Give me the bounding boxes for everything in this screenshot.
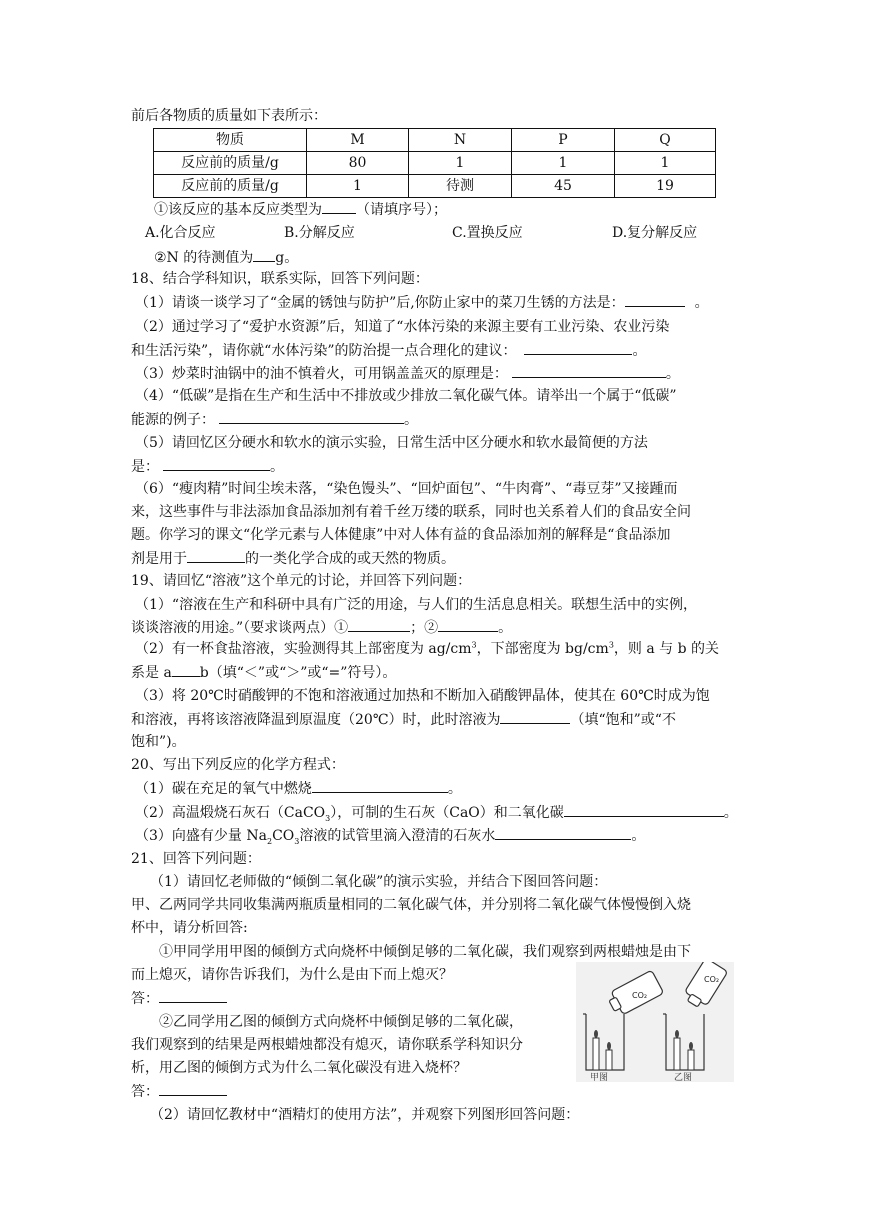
- q17-part2: [154, 246, 298, 269]
- q18-p3-text: （3）炒菜时油锅中的油不慎着火，可用锅盖盖灭的原理是：: [135, 366, 508, 382]
- q21-title: 21、回答下列问题：: [131, 851, 261, 867]
- q21-a-line2: 而上熄灭，请你告诉我们，为什么是由下而上熄灭？: [131, 967, 453, 983]
- q17-option-c: C.置换反应: [452, 225, 523, 241]
- table-row: [154, 152, 716, 175]
- answer-blank[interactable]: [163, 455, 270, 471]
- q19-p1-sep: ；②: [410, 620, 439, 636]
- q18-p4-line2: [131, 408, 418, 431]
- q20-p1-end: 。: [447, 781, 462, 797]
- q18-p2-end: 。: [632, 343, 647, 359]
- q18-p4-line1: （4）“低碳”是指在生产和生活中不排放或少排放二氧化碳气体。请举出一个属于“低碳”: [135, 388, 677, 404]
- q18-p2-line1: （2）通过学习了“爱护水资源”后，知道了“水体污染的来源主要有工业污染、农业污染: [135, 319, 670, 335]
- table-cell: 待测: [409, 175, 512, 198]
- q19-p2-line2: [131, 661, 396, 684]
- q21-b-line1: ②乙同学用乙图的倾倒方式向烧杯中倾倒足够的二氧化碳，: [159, 1014, 523, 1030]
- q17-option-b: B.分解反应: [284, 225, 355, 241]
- q18-p1-end: 。: [694, 295, 709, 311]
- answer-blank[interactable]: [495, 824, 631, 840]
- table-row: [154, 129, 716, 152]
- q18-title: 18、结合学科知识，联系实际，回答下列问题：: [131, 271, 429, 287]
- q20-p3-text-b: 溶液的试管里滴入澄清的石灰水: [299, 828, 496, 844]
- answer-blank[interactable]: [348, 616, 410, 632]
- q18-p6-line4: [131, 547, 455, 570]
- q18-p6-line2: 来，这些事件与非法添加食品添加剂有着千丝万缕的联系，同时也关系着人们的食品安全问: [131, 504, 691, 520]
- q20-p1: [135, 777, 462, 800]
- q18-p6-text-end: 的一类化学合成的或天然的物质。: [245, 551, 455, 567]
- q20-p2-text: （2）高温煅烧石灰石（CaCO: [135, 805, 326, 821]
- q21-p2-line2: 杯中，请分析回答:: [131, 920, 248, 936]
- q19-p1-line1: （1）“溶液在生产和科研中具有广泛的用途，与人们的生活息息相关。联想生活中的实例，: [135, 597, 698, 613]
- q19-p2-text-c: ，则 a 与 b 的关: [613, 641, 720, 657]
- q17-part2-text: ②N 的待测值为: [154, 250, 254, 266]
- q19-p3-line2: [131, 708, 676, 731]
- q19-p2-text-b: ，下部密度为 bg/cm: [476, 641, 609, 657]
- answer-label: 答：: [131, 991, 159, 1007]
- q20-p1-text: （1）碳在充足的氧气中燃烧: [135, 781, 312, 797]
- answer-blank[interactable]: [322, 198, 356, 214]
- bottle-right: [681, 962, 727, 1011]
- table-cell: 45: [512, 175, 615, 198]
- q18-p1: [135, 291, 709, 314]
- table-cell: 1: [615, 152, 716, 175]
- table-cell: N: [409, 129, 512, 152]
- answer-blank[interactable]: [438, 616, 498, 632]
- q19-title: 19、请回忆“溶液”这个单元的讨论，并回答下列问题：: [131, 573, 472, 589]
- table-cell: 19: [615, 175, 716, 198]
- table-cell: 1: [409, 152, 512, 175]
- answer-blank[interactable]: [524, 339, 632, 355]
- co2-label-right: CO₂: [704, 975, 720, 984]
- q18-p3-end: 。: [665, 366, 680, 382]
- q17-part1: [154, 198, 447, 221]
- q20-p3: [135, 824, 645, 847]
- q20-title: 20、写出下列反应的化学方程式：: [131, 757, 345, 773]
- q17-option-d: D.复分解反应: [612, 225, 698, 241]
- intro-text: 前后各物质的质量如下表所示：: [131, 108, 327, 124]
- q21-answer2: [131, 1080, 227, 1103]
- subscript: 2: [266, 836, 273, 846]
- q20-p2-end: 。: [723, 805, 738, 821]
- q19-p3-text-b: （填“饱和”或“不: [570, 712, 676, 728]
- q21-b-line2: 我们观察到的结果是两根蜡烛都没有熄灭，请你联系学科知识分: [131, 1037, 523, 1053]
- q18-p1-text: （1）请谈一谈学习了“金属的锈蚀与防护”后,你防止家中的菜刀生锈的方法是：: [135, 295, 625, 311]
- q18-p5-line1: （5）请回忆区分硬水和软水的演示实验，日常生活中区分硬水和软水最简便的方法: [135, 435, 648, 451]
- answer-blank[interactable]: [564, 801, 724, 817]
- answer-blank[interactable]: [500, 708, 570, 724]
- table-cell: 1: [307, 175, 409, 198]
- q19-p3-line1: （3）将 20℃时硝酸钾的不饱和溶液通过加热和不断加入硝酸钾晶体，使其在 60℃时成为饱: [135, 688, 710, 704]
- co2-pouring-figure: [576, 962, 734, 1082]
- q17-part2-unit: g。: [275, 250, 299, 266]
- q19-p1-line2: [131, 616, 512, 639]
- table-cell: 反应前的质量/g: [154, 175, 307, 198]
- answer-blank[interactable]: [219, 408, 404, 424]
- q19-p2-text-d: 系是 a: [131, 665, 172, 681]
- q18-p5-end: 。: [270, 459, 284, 475]
- co2-figure-drawing: [576, 962, 734, 1082]
- answer-blank[interactable]: [187, 547, 245, 563]
- q17-part1-hint: （请填序号）；: [356, 202, 447, 218]
- answer-label: 答：: [131, 1084, 159, 1100]
- table-cell: Q: [615, 129, 716, 152]
- caption-yi: 乙图: [674, 1073, 693, 1082]
- q20-p3-end: 。: [631, 828, 646, 844]
- table-row: [154, 175, 716, 198]
- q18-p4-text: 能源的例子：: [131, 412, 215, 428]
- mass-table: [153, 128, 716, 198]
- q21-p3: （2）请回忆教材中“酒精灯的使用方法”，并观察下列图形回答问题：: [150, 1107, 580, 1123]
- q21-a-line1: ①甲同学用甲图的倾倒方式向烧杯中倾倒足够的二氧化碳，我们观察到两根蜡烛是由下: [159, 944, 691, 960]
- q21-b-line3: 析，用乙图的倾倒方式为什么二氧化碳没有进入烧杯？: [131, 1060, 467, 1076]
- q17-option-a: A.化合反应: [145, 225, 216, 241]
- table-cell: P: [512, 129, 615, 152]
- q18-p5-line2: [131, 455, 284, 478]
- q19-p1-end: 。: [498, 620, 513, 636]
- q19-p2-line1: [135, 638, 719, 660]
- answer-blank[interactable]: [312, 777, 448, 793]
- q20-p2: [135, 801, 738, 824]
- q18-p4-end: 。: [404, 412, 418, 428]
- beaker-left: [583, 1014, 624, 1070]
- q18-p5-text: 是：: [131, 459, 159, 475]
- q19-p3-text: 和溶液，再将该溶液降温到原温度（20℃）时，此时溶液为: [131, 712, 501, 728]
- q21-p2-line1: 甲、乙两同学共同收集满两瓶质量相同的二氧化碳气体，并分别将二氧化碳气体慢慢倒入烧: [131, 897, 691, 913]
- answer-blank[interactable]: [512, 362, 666, 378]
- q20-p3-formula: CO: [272, 828, 295, 844]
- subscript: 3: [325, 813, 331, 823]
- q18-p3: [135, 362, 680, 385]
- q21-answer1: [131, 987, 227, 1010]
- caption-jia: 甲图: [590, 1073, 609, 1082]
- co2-label-left: CO₂: [632, 991, 648, 1000]
- answer-blank[interactable]: [159, 987, 227, 1003]
- q19-p2-text-e: b（填“＜”或“＞”或“=”符号）。: [199, 665, 397, 681]
- q18-p6-line3: 题。你学习的课文“化学元素与人体健康”中对人体有益的食品添加剂的解释是“食品添加: [131, 527, 671, 543]
- q18-p2-text: 和生活污染”，请你就“水体污染”的防治提一点合理化的建议：: [131, 343, 517, 359]
- table-cell: M: [307, 129, 409, 152]
- superscript: 3: [471, 640, 477, 650]
- subscript: 3: [294, 836, 300, 846]
- table-cell: 反应前的质量/g: [154, 152, 307, 175]
- q18-p6-line1: （6）“瘦肉精”时间尘埃未落，“染色馒头”、“回炉面包”、“牛肉膏”、“毒豆芽”又接踵而: [135, 481, 678, 497]
- answer-blank[interactable]: [159, 1080, 227, 1096]
- table-cell: 80: [307, 152, 409, 175]
- q18-p6-text: 剂是用于: [131, 551, 187, 567]
- answer-blank[interactable]: [253, 246, 275, 262]
- q20-p2-text-b: ），可制的生石灰（CaO）和二氧化碳: [330, 805, 564, 821]
- answer-blank[interactable]: [625, 291, 685, 307]
- q21-p1: （1）请回忆老师做的“倾倒二氧化碳”的演示实验，并结合下图回答问题：: [150, 874, 608, 890]
- answer-blank[interactable]: [172, 661, 200, 677]
- superscript: 3: [608, 640, 614, 650]
- table-cell: 物质: [154, 129, 307, 152]
- q19-p3-line3: 饱和”)。: [131, 734, 186, 750]
- q19-p1-text: 谈谈溶液的用途。”（要求谈两点）①: [131, 620, 349, 636]
- q20-p3-text: （3）向盛有少量 Na: [135, 828, 267, 844]
- beaker-right: [663, 1014, 704, 1070]
- table-cell: 1: [512, 152, 615, 175]
- q19-p2-text: （2）有一杯食盐溶液，实验测得其上部密度为 ag/cm: [135, 641, 472, 657]
- q17-part1-text: ①该反应的基本反应类型为: [154, 202, 322, 218]
- q18-p2-line2: [131, 339, 646, 362]
